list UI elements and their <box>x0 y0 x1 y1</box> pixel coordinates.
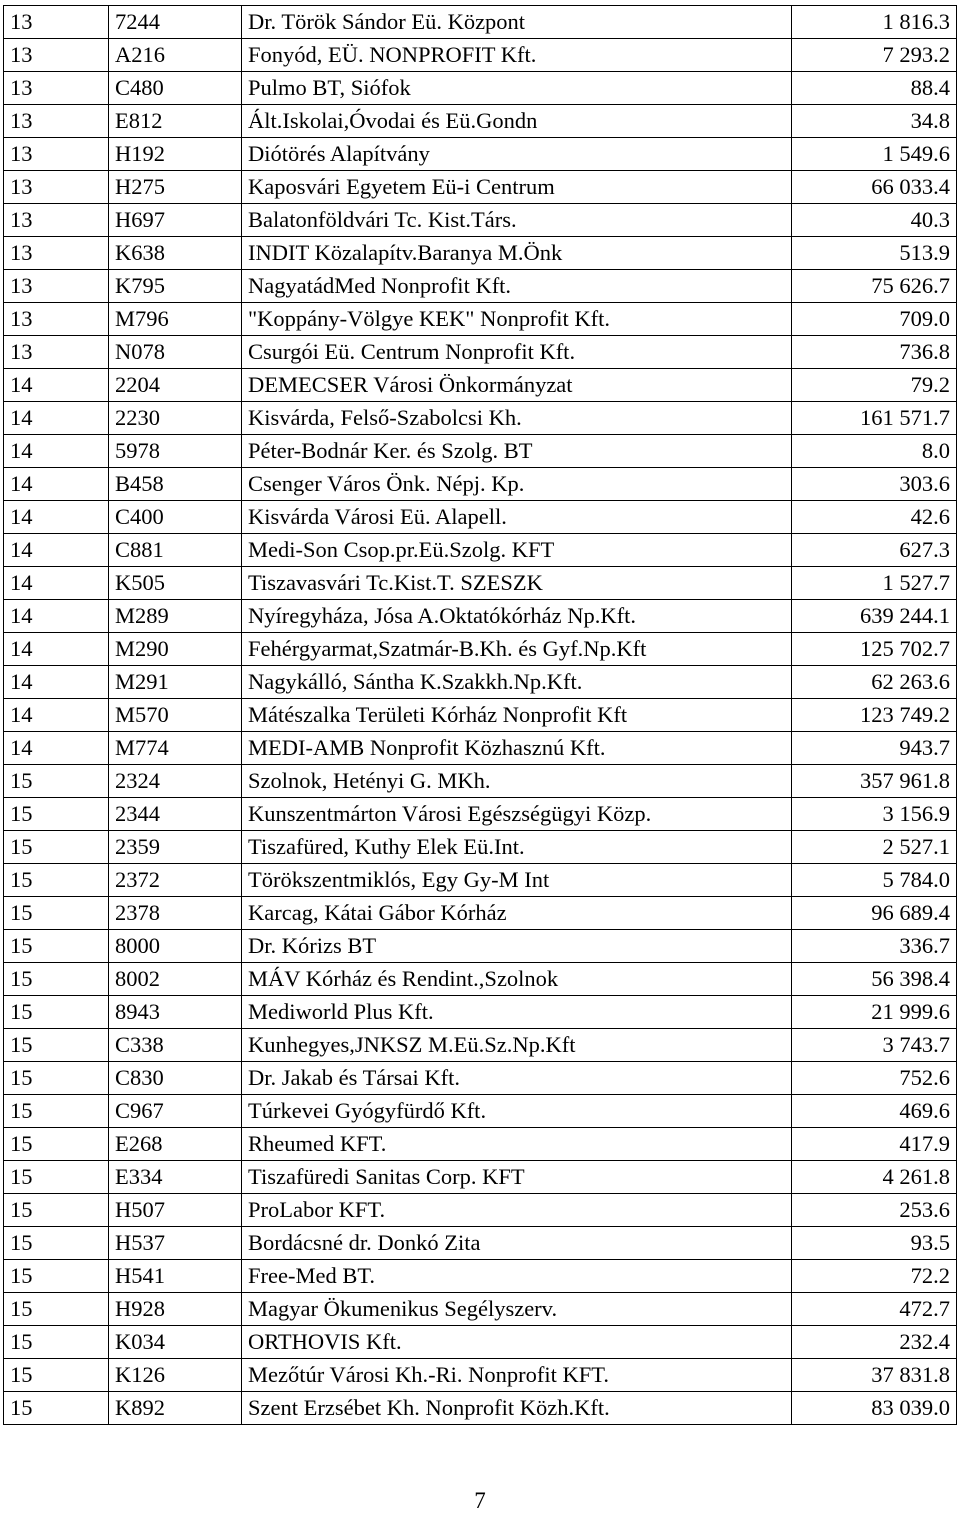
institution-name-cell: Fonyód, EÜ. NONPROFIT Kft. <box>242 39 792 72</box>
amount-cell: 303.6 <box>792 468 957 501</box>
amount-cell: 253.6 <box>792 1194 957 1227</box>
amount-cell: 3 156.9 <box>792 798 957 831</box>
region-cell: 14 <box>4 600 109 633</box>
code-cell: E268 <box>109 1128 242 1161</box>
table-row <box>4 1392 957 1425</box>
amount-cell: 472.7 <box>792 1293 957 1326</box>
code-cell: M289 <box>109 600 242 633</box>
amount-cell: 56 398.4 <box>792 963 957 996</box>
region-cell: 15 <box>4 1392 109 1425</box>
amount-cell: 83 039.0 <box>792 1392 957 1425</box>
region-cell: 13 <box>4 6 109 39</box>
region-cell: 14 <box>4 501 109 534</box>
amount-cell: 8.0 <box>792 435 957 468</box>
institution-name-cell: Kisvárda, Felső-Szabolcsi Kh. <box>242 402 792 435</box>
table-row <box>4 963 957 996</box>
table-row <box>4 831 957 864</box>
region-cell: 15 <box>4 963 109 996</box>
amount-cell: 72.2 <box>792 1260 957 1293</box>
amount-cell: 34.8 <box>792 105 957 138</box>
amount-cell: 40.3 <box>792 204 957 237</box>
table-row <box>4 1260 957 1293</box>
code-cell: M570 <box>109 699 242 732</box>
table-row <box>4 1227 957 1260</box>
institution-name-cell: Pulmo BT, Siófok <box>242 72 792 105</box>
code-cell: 8943 <box>109 996 242 1029</box>
table-row <box>4 270 957 303</box>
table-row <box>4 1359 957 1392</box>
table-row <box>4 1062 957 1095</box>
region-cell: 14 <box>4 435 109 468</box>
institution-name-cell: Dr. Kórizs BT <box>242 930 792 963</box>
institution-name-cell: Törökszentmiklós, Egy Gy-M Int <box>242 864 792 897</box>
code-cell: C830 <box>109 1062 242 1095</box>
institution-name-cell: Dr. Jakab és Társai Kft. <box>242 1062 792 1095</box>
region-cell: 13 <box>4 72 109 105</box>
table-row <box>4 435 957 468</box>
code-cell: M290 <box>109 633 242 666</box>
code-cell: M796 <box>109 303 242 336</box>
table-row <box>4 303 957 336</box>
amount-cell: 1 527.7 <box>792 567 957 600</box>
institution-name-cell: Szolnok, Hetényi G. MKh. <box>242 765 792 798</box>
region-cell: 15 <box>4 864 109 897</box>
institution-name-cell: MEDI-AMB Nonprofit Közhasznú Kft. <box>242 732 792 765</box>
region-cell: 15 <box>4 798 109 831</box>
table-row <box>4 732 957 765</box>
amount-cell: 336.7 <box>792 930 957 963</box>
institution-name-cell: Csurgói Eü. Centrum Nonprofit Kft. <box>242 336 792 369</box>
amount-cell: 62 263.6 <box>792 666 957 699</box>
region-cell: 15 <box>4 1260 109 1293</box>
code-cell: H275 <box>109 171 242 204</box>
table-row <box>4 501 957 534</box>
amount-cell: 3 743.7 <box>792 1029 957 1062</box>
code-cell: 8000 <box>109 930 242 963</box>
table-row <box>4 6 957 39</box>
region-cell: 15 <box>4 1293 109 1326</box>
institution-name-cell: Kunszentmárton Városi Egészségügyi Közp. <box>242 798 792 831</box>
code-cell: 2324 <box>109 765 242 798</box>
code-cell: E334 <box>109 1161 242 1194</box>
region-cell: 14 <box>4 369 109 402</box>
region-cell: 15 <box>4 765 109 798</box>
code-cell: 8002 <box>109 963 242 996</box>
table-row <box>4 633 957 666</box>
institution-name-cell: Szent Erzsébet Kh. Nonprofit Közh.Kft. <box>242 1392 792 1425</box>
region-cell: 14 <box>4 633 109 666</box>
amount-cell: 93.5 <box>792 1227 957 1260</box>
region-cell: 13 <box>4 303 109 336</box>
region-cell: 14 <box>4 567 109 600</box>
data-table <box>3 5 957 1425</box>
region-cell: 13 <box>4 270 109 303</box>
code-cell: C881 <box>109 534 242 567</box>
code-cell: C967 <box>109 1095 242 1128</box>
code-cell: 2359 <box>109 831 242 864</box>
code-cell: H507 <box>109 1194 242 1227</box>
amount-cell: 66 033.4 <box>792 171 957 204</box>
table-row <box>4 864 957 897</box>
amount-cell: 943.7 <box>792 732 957 765</box>
amount-cell: 5 784.0 <box>792 864 957 897</box>
institution-name-cell: Kunhegyes,JNKSZ M.Eü.Sz.Np.Kft <box>242 1029 792 1062</box>
institution-name-cell: INDIT Közalapítv.Baranya M.Önk <box>242 237 792 270</box>
institution-name-cell: ORTHOVIS Kft. <box>242 1326 792 1359</box>
code-cell: K034 <box>109 1326 242 1359</box>
amount-cell: 1 549.6 <box>792 138 957 171</box>
region-cell: 15 <box>4 1095 109 1128</box>
table-row <box>4 72 957 105</box>
code-cell: H697 <box>109 204 242 237</box>
amount-cell: 513.9 <box>792 237 957 270</box>
code-cell: 2344 <box>109 798 242 831</box>
amount-cell: 232.4 <box>792 1326 957 1359</box>
institution-name-cell: ProLabor KFT. <box>242 1194 792 1227</box>
region-cell: 13 <box>4 138 109 171</box>
institution-name-cell: Mezőtúr Városi Kh.-Ri. Nonprofit KFT. <box>242 1359 792 1392</box>
amount-cell: 736.8 <box>792 336 957 369</box>
code-cell: 2372 <box>109 864 242 897</box>
amount-cell: 75 626.7 <box>792 270 957 303</box>
region-cell: 13 <box>4 39 109 72</box>
institution-name-cell: Bordácsné dr. Donkó Zita <box>242 1227 792 1260</box>
region-cell: 13 <box>4 237 109 270</box>
region-cell: 15 <box>4 930 109 963</box>
institution-name-cell: Magyar Ökumenikus Segélyszerv. <box>242 1293 792 1326</box>
amount-cell: 7 293.2 <box>792 39 957 72</box>
table-row <box>4 666 957 699</box>
code-cell: K795 <box>109 270 242 303</box>
amount-cell: 627.3 <box>792 534 957 567</box>
region-cell: 15 <box>4 1194 109 1227</box>
amount-cell: 88.4 <box>792 72 957 105</box>
table-row <box>4 798 957 831</box>
table-row <box>4 996 957 1029</box>
amount-cell: 417.9 <box>792 1128 957 1161</box>
institution-name-cell: Free-Med BT. <box>242 1260 792 1293</box>
region-cell: 14 <box>4 699 109 732</box>
code-cell: C338 <box>109 1029 242 1062</box>
amount-cell: 125 702.7 <box>792 633 957 666</box>
institution-name-cell: Dr. Török Sándor Eü. Központ <box>242 6 792 39</box>
table-row <box>4 237 957 270</box>
code-cell: C400 <box>109 501 242 534</box>
code-cell: 2230 <box>109 402 242 435</box>
table-row <box>4 1128 957 1161</box>
table-row <box>4 699 957 732</box>
institution-name-cell: Tiszavasvári Tc.Kist.T. SZESZK <box>242 567 792 600</box>
code-cell: H537 <box>109 1227 242 1260</box>
table-row <box>4 204 957 237</box>
institution-name-cell: Karcag, Kátai Gábor Kórház <box>242 897 792 930</box>
region-cell: 14 <box>4 402 109 435</box>
table-row <box>4 1095 957 1128</box>
code-cell: K126 <box>109 1359 242 1392</box>
institution-name-cell: Medi-Son Csop.pr.Eü.Szolg. KFT <box>242 534 792 567</box>
amount-cell: 4 261.8 <box>792 1161 957 1194</box>
region-cell: 14 <box>4 666 109 699</box>
code-cell: 5978 <box>109 435 242 468</box>
institution-name-cell: Mediworld Plus Kft. <box>242 996 792 1029</box>
region-cell: 14 <box>4 468 109 501</box>
code-cell: K505 <box>109 567 242 600</box>
table-row <box>4 1029 957 1062</box>
code-cell: C480 <box>109 72 242 105</box>
code-cell: 2204 <box>109 369 242 402</box>
amount-cell: 37 831.8 <box>792 1359 957 1392</box>
code-cell: 2378 <box>109 897 242 930</box>
region-cell: 15 <box>4 1029 109 1062</box>
table-row <box>4 336 957 369</box>
institution-name-cell: Mátészalka Területi Kórház Nonprofit Kft <box>242 699 792 732</box>
institution-name-cell: Péter-Bodnár Ker. és Szolg. BT <box>242 435 792 468</box>
region-cell: 13 <box>4 204 109 237</box>
code-cell: K892 <box>109 1392 242 1425</box>
region-cell: 14 <box>4 534 109 567</box>
table-row <box>4 1161 957 1194</box>
region-cell: 15 <box>4 1326 109 1359</box>
institution-name-cell: Kaposvári Egyetem Eü-i Centrum <box>242 171 792 204</box>
table-row <box>4 105 957 138</box>
table-row <box>4 171 957 204</box>
code-cell: N078 <box>109 336 242 369</box>
institution-name-cell: DEMECSER Városi Önkormányzat <box>242 369 792 402</box>
institution-name-cell: Nyíregyháza, Jósa A.Oktatókórház Np.Kft. <box>242 600 792 633</box>
amount-cell: 42.6 <box>792 501 957 534</box>
institution-name-cell: Diótörés Alapítvány <box>242 138 792 171</box>
code-cell: K638 <box>109 237 242 270</box>
table-row <box>4 1326 957 1359</box>
institution-name-cell: Rheumed KFT. <box>242 1128 792 1161</box>
code-cell: H192 <box>109 138 242 171</box>
amount-cell: 709.0 <box>792 303 957 336</box>
region-cell: 15 <box>4 1359 109 1392</box>
code-cell: H541 <box>109 1260 242 1293</box>
institution-name-cell: NagyatádMed Nonprofit Kft. <box>242 270 792 303</box>
region-cell: 15 <box>4 996 109 1029</box>
institution-name-cell: Túrkevei Gyógyfürdő Kft. <box>242 1095 792 1128</box>
page-number: 7 <box>474 1488 486 1513</box>
table-row <box>4 39 957 72</box>
table-row <box>4 765 957 798</box>
institution-name-cell: Tiszafüred, Kuthy Elek Eü.Int. <box>242 831 792 864</box>
region-cell: 15 <box>4 897 109 930</box>
amount-cell: 161 571.7 <box>792 402 957 435</box>
table-row <box>4 930 957 963</box>
institution-name-cell: Kisvárda Városi Eü. Alapell. <box>242 501 792 534</box>
region-cell: 15 <box>4 1161 109 1194</box>
region-cell: 13 <box>4 171 109 204</box>
table-row <box>4 600 957 633</box>
table-row <box>4 567 957 600</box>
code-cell: M774 <box>109 732 242 765</box>
table-row <box>4 1293 957 1326</box>
table-row <box>4 369 957 402</box>
amount-cell: 79.2 <box>792 369 957 402</box>
amount-cell: 357 961.8 <box>792 765 957 798</box>
amount-cell: 469.6 <box>792 1095 957 1128</box>
table-body <box>4 6 957 1425</box>
code-cell: B458 <box>109 468 242 501</box>
amount-cell: 21 999.6 <box>792 996 957 1029</box>
institution-name-cell: Nagykálló, Sántha K.Szakkh.Np.Kft. <box>242 666 792 699</box>
code-cell: A216 <box>109 39 242 72</box>
amount-cell: 1 816.3 <box>792 6 957 39</box>
region-cell: 13 <box>4 105 109 138</box>
institution-name-cell: Ált.Iskolai,Óvodai és Eü.Gondn <box>242 105 792 138</box>
code-cell: E812 <box>109 105 242 138</box>
institution-name-cell: Tiszafüredi Sanitas Corp. KFT <box>242 1161 792 1194</box>
institution-name-cell: MÁV Kórház és Rendint.,Szolnok <box>242 963 792 996</box>
region-cell: 15 <box>4 1227 109 1260</box>
region-cell: 13 <box>4 336 109 369</box>
code-cell: M291 <box>109 666 242 699</box>
region-cell: 15 <box>4 1062 109 1095</box>
amount-cell: 123 749.2 <box>792 699 957 732</box>
table-row <box>4 534 957 567</box>
table-row <box>4 402 957 435</box>
institution-name-cell: Balatonföldvári Tc. Kist.Társ. <box>242 204 792 237</box>
table-row <box>4 1194 957 1227</box>
region-cell: 15 <box>4 1128 109 1161</box>
table-row <box>4 138 957 171</box>
region-cell: 14 <box>4 732 109 765</box>
table-row <box>4 897 957 930</box>
amount-cell: 96 689.4 <box>792 897 957 930</box>
institution-name-cell: Fehérgyarmat,Szatmár-B.Kh. és Gyf.Np.Kft <box>242 633 792 666</box>
code-cell: 7244 <box>109 6 242 39</box>
amount-cell: 639 244.1 <box>792 600 957 633</box>
amount-cell: 752.6 <box>792 1062 957 1095</box>
amount-cell: 2 527.1 <box>792 831 957 864</box>
table-row <box>4 468 957 501</box>
region-cell: 15 <box>4 831 109 864</box>
institution-name-cell: "Koppány-Völgye KEK" Nonprofit Kft. <box>242 303 792 336</box>
institution-name-cell: Csenger Város Önk. Népj. Kp. <box>242 468 792 501</box>
code-cell: H928 <box>109 1293 242 1326</box>
